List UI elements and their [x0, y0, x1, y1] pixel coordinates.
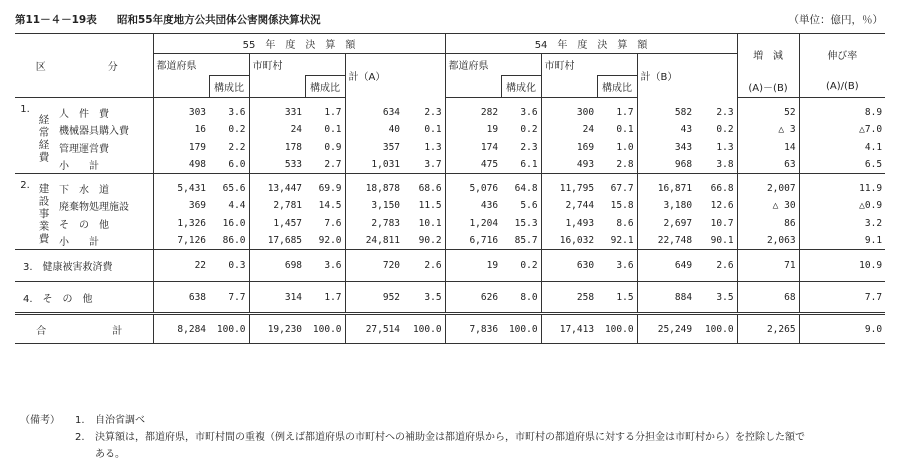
- value-cell: 100.0: [501, 314, 541, 344]
- header-change: 増 減: [737, 34, 799, 76]
- value-cell: 9.0: [799, 314, 885, 344]
- value-cell: △ 3: [737, 121, 799, 139]
- value-cell: 17,685: [249, 232, 305, 250]
- value-cell: 86: [737, 215, 799, 233]
- table-title: 昭和55年度地方公共団体公害関係決算状況: [117, 14, 321, 26]
- value-cell: 0.2: [520, 124, 538, 136]
- value-cell: 92.0: [318, 235, 342, 246]
- value-cell: 2.3: [695, 98, 737, 122]
- value-cell: 92.1: [610, 235, 634, 246]
- value-cell: 6.1: [520, 159, 538, 170]
- header-ratio: 構成比: [209, 76, 249, 98]
- value-cell: 634: [345, 98, 403, 122]
- value-cell: 1.0: [616, 141, 634, 153]
- value-cell: 258: [541, 282, 597, 314]
- value-cell: 9.1: [864, 235, 883, 246]
- value-cell: 2,063: [737, 232, 799, 250]
- value-cell: 100.0: [305, 314, 345, 344]
- table-row: [15, 98, 885, 122]
- header-municipal-55: 市町村: [249, 54, 345, 76]
- value-cell: 7.6: [324, 217, 342, 229]
- value-cell: 626: [445, 282, 501, 314]
- value-cell: 24: [249, 121, 305, 139]
- value-cell: 3.6: [305, 250, 345, 282]
- value-cell: 533: [249, 156, 305, 174]
- value-cell: 1,326: [153, 215, 209, 233]
- value-cell: 169: [541, 139, 597, 157]
- value-cell: 6,716: [445, 232, 501, 250]
- table-row: [15, 232, 885, 250]
- value-cell: 25,249: [637, 314, 695, 344]
- value-cell: 12.6: [695, 197, 737, 215]
- value-cell: 630: [541, 250, 597, 282]
- value-cell: 1,457: [249, 215, 305, 233]
- value-cell: 178: [249, 139, 305, 157]
- value-cell: 0.2: [228, 124, 246, 136]
- value-cell: 582: [637, 98, 695, 122]
- value-cell: 3.5: [403, 282, 445, 314]
- value-cell: 64.8: [501, 174, 541, 198]
- value-cell: 1.3: [695, 139, 737, 157]
- value-cell: 1,493: [541, 215, 597, 233]
- value-cell: 952: [345, 282, 403, 314]
- value-cell: 17,413: [541, 314, 597, 344]
- value-cell: 19: [445, 250, 501, 282]
- note-number: 1.: [75, 415, 85, 426]
- value-cell: 498: [153, 156, 209, 174]
- value-cell: 15.3: [514, 217, 538, 229]
- header-municipal-54: 市町村: [541, 54, 637, 76]
- value-cell: 0.3: [209, 250, 249, 282]
- value-cell: 2,744: [541, 197, 597, 215]
- value-cell: △7.0: [859, 124, 883, 136]
- budget-table: [15, 33, 885, 344]
- value-cell: 43: [637, 121, 695, 139]
- value-cell: 24: [541, 121, 597, 139]
- header-category: 区 分: [15, 34, 153, 98]
- value-cell: 90.1: [695, 232, 737, 250]
- value-cell: 13,447: [249, 174, 305, 198]
- group-label: 経常経費: [37, 113, 50, 164]
- notes: [20, 412, 805, 463]
- value-cell: 10.7: [695, 215, 737, 233]
- table-row: [15, 282, 885, 314]
- value-cell: 475: [445, 156, 501, 174]
- value-cell: 5.6: [520, 200, 538, 212]
- value-cell: 68: [737, 282, 799, 314]
- value-cell: 300: [541, 98, 597, 122]
- table-row: [15, 139, 885, 157]
- row-label: 廃棄物処理施設: [53, 197, 153, 215]
- value-cell: 15.8: [610, 200, 634, 212]
- table-number: 第11－４－19表: [15, 14, 97, 26]
- header-growth-formula: (A)/(B): [799, 76, 885, 98]
- value-cell: 1,031: [345, 156, 403, 174]
- value-cell: 2.3: [520, 141, 538, 153]
- header-change-formula: (A)－(B): [737, 76, 799, 98]
- value-cell: 2.3: [403, 98, 445, 122]
- value-cell: 357: [345, 139, 403, 157]
- note-text: 自治省調べ: [95, 415, 145, 426]
- value-cell: 8.9: [864, 107, 883, 118]
- value-cell: 8.6: [616, 217, 634, 229]
- value-cell: 436: [445, 197, 501, 215]
- value-cell: 3.5: [695, 282, 737, 314]
- value-cell: 0.1: [616, 124, 634, 136]
- value-cell: 52: [737, 98, 799, 122]
- value-cell: 6.0: [228, 159, 246, 170]
- note-number: 2.: [75, 432, 85, 443]
- value-cell: 7,836: [445, 314, 501, 344]
- value-cell: 6.5: [864, 159, 883, 170]
- header-total-a: 計（A）: [345, 54, 445, 98]
- value-cell: 1.7: [616, 107, 634, 118]
- value-cell: 16.0: [222, 217, 246, 229]
- value-cell: 0.9: [324, 141, 342, 153]
- value-cell: 16,032: [541, 232, 597, 250]
- value-cell: 0.2: [695, 121, 737, 139]
- value-cell: 100.0: [695, 314, 737, 344]
- value-cell: 100.0: [597, 314, 637, 344]
- header-fy54: 54 年 度 決 算 額: [445, 34, 737, 54]
- row-label: 4. そ の 他: [15, 282, 153, 314]
- total-label: 合 計: [15, 314, 153, 344]
- value-cell: 1.7: [305, 282, 345, 314]
- value-cell: 4.4: [228, 200, 246, 212]
- value-cell: 85.7: [514, 235, 538, 246]
- value-cell: 71: [737, 250, 799, 282]
- group-label: 建設事業費: [35, 174, 53, 250]
- value-cell: 22: [153, 250, 209, 282]
- header-ratio: 構成比: [597, 76, 637, 98]
- value-cell: 3.8: [695, 156, 737, 174]
- value-cell: 8.0: [501, 282, 541, 314]
- value-cell: 7.7: [799, 282, 885, 314]
- header-growth: 伸び率: [799, 34, 885, 76]
- header-fy55: 55 年 度 決 算 額: [153, 34, 445, 54]
- value-cell: 638: [153, 282, 209, 314]
- value-cell: 8,284: [153, 314, 209, 344]
- value-cell: 3.6: [597, 250, 637, 282]
- value-cell: 314: [249, 282, 305, 314]
- row-label: 下 水 道: [53, 174, 153, 198]
- value-cell: 3,150: [345, 197, 403, 215]
- value-cell: 16: [153, 121, 209, 139]
- value-cell: 698: [249, 250, 305, 282]
- value-cell: 720: [345, 250, 403, 282]
- value-cell: 0.1: [403, 121, 445, 139]
- value-cell: 3.6: [520, 107, 538, 118]
- value-cell: △0.9: [859, 200, 883, 212]
- value-cell: 11,795: [541, 174, 597, 198]
- value-cell: 2.7: [324, 159, 342, 170]
- unit-label: （単位：億円，％）: [788, 14, 883, 26]
- value-cell: 3.2: [864, 217, 883, 229]
- value-cell: 369: [153, 197, 209, 215]
- value-cell: △ 30: [737, 197, 799, 215]
- row-label: 機械器具購入費: [53, 121, 153, 139]
- value-cell: 303: [153, 98, 209, 122]
- value-cell: 3,180: [637, 197, 695, 215]
- row-label: 管理運営費: [53, 139, 153, 157]
- value-cell: 7,126: [153, 232, 209, 250]
- value-cell: 86.0: [222, 235, 246, 246]
- total-row: [15, 314, 885, 344]
- note-text: ある。: [95, 449, 125, 460]
- value-cell: 22,748: [637, 232, 695, 250]
- value-cell: 174: [445, 139, 501, 157]
- value-cell: 10.1: [403, 215, 445, 233]
- value-cell: 14.5: [318, 200, 342, 212]
- value-cell: 4.1: [864, 141, 883, 153]
- value-cell: 884: [637, 282, 695, 314]
- table-row: [15, 250, 885, 282]
- value-cell: 3.7: [403, 156, 445, 174]
- value-cell: 11.5: [403, 197, 445, 215]
- value-cell: 65.6: [209, 174, 249, 198]
- value-cell: 1.3: [403, 139, 445, 157]
- value-cell: 3.6: [228, 107, 246, 118]
- value-cell: 40: [345, 121, 403, 139]
- value-cell: 1.5: [597, 282, 637, 314]
- value-cell: 68.6: [403, 174, 445, 198]
- row-label: そ の 他: [53, 215, 153, 233]
- value-cell: 649: [637, 250, 695, 282]
- value-cell: 7.7: [209, 282, 249, 314]
- value-cell: 282: [445, 98, 501, 122]
- header-prefecture-55: 都道府県: [153, 54, 249, 76]
- value-cell: 2,783: [345, 215, 403, 233]
- row-label: 小 計: [53, 156, 153, 174]
- value-cell: 2.6: [403, 250, 445, 282]
- value-cell: 5,431: [153, 174, 209, 198]
- value-cell: 24,811: [345, 232, 403, 250]
- notes-label: （備考）: [20, 415, 60, 426]
- value-cell: 10.9: [799, 250, 885, 282]
- value-cell: 2,781: [249, 197, 305, 215]
- value-cell: 2.6: [695, 250, 737, 282]
- value-cell: 18,878: [345, 174, 403, 198]
- header-ratio: 構成化: [501, 76, 541, 98]
- header-total-b: 計（B）: [637, 54, 737, 98]
- value-cell: 100.0: [209, 314, 249, 344]
- value-cell: 1.7: [324, 107, 342, 118]
- value-cell: 66.8: [695, 174, 737, 198]
- value-cell: 100.0: [403, 314, 445, 344]
- value-cell: 63: [737, 156, 799, 174]
- value-cell: 2,697: [637, 215, 695, 233]
- table-row: [15, 156, 885, 174]
- value-cell: 331: [249, 98, 305, 122]
- note-text: 決算額は，都道府県，市町村間の重複（例えば都道府県の市町村への補助金は都道府県から，市町村の都道府県に対する分担金は市町村から）を控除した額で: [95, 432, 805, 443]
- value-cell: 69.9: [305, 174, 345, 198]
- value-cell: 19: [445, 121, 501, 139]
- value-cell: 2,265: [737, 314, 799, 344]
- value-cell: 493: [541, 156, 597, 174]
- table-row: [15, 121, 885, 139]
- row-label: 小 計: [53, 232, 153, 250]
- value-cell: 0.2: [501, 250, 541, 282]
- value-cell: 2.2: [228, 141, 246, 153]
- value-cell: 2,007: [737, 174, 799, 198]
- row-label: 人 件 費: [53, 98, 153, 122]
- value-cell: 16,871: [637, 174, 695, 198]
- row-label: 3. 健康被害救済費: [15, 250, 153, 282]
- header-ratio: 構成比: [305, 76, 345, 98]
- value-cell: 14: [737, 139, 799, 157]
- value-cell: 1,204: [445, 215, 501, 233]
- value-cell: 19,230: [249, 314, 305, 344]
- value-cell: 968: [637, 156, 695, 174]
- value-cell: 2.8: [616, 159, 634, 170]
- value-cell: 27,514: [345, 314, 403, 344]
- value-cell: 67.7: [597, 174, 637, 198]
- table-row: [15, 174, 885, 198]
- header-prefecture-54: 都道府県: [445, 54, 541, 76]
- value-cell: 0.1: [324, 124, 342, 136]
- table-row: [15, 197, 885, 215]
- value-cell: 5,076: [445, 174, 501, 198]
- table-row: [15, 215, 885, 233]
- value-cell: 179: [153, 139, 209, 157]
- value-cell: 90.2: [403, 232, 445, 250]
- value-cell: 343: [637, 139, 695, 157]
- group-number: 2.: [15, 174, 35, 250]
- group-number: 1.: [20, 104, 30, 115]
- value-cell: 11.9: [799, 174, 885, 198]
